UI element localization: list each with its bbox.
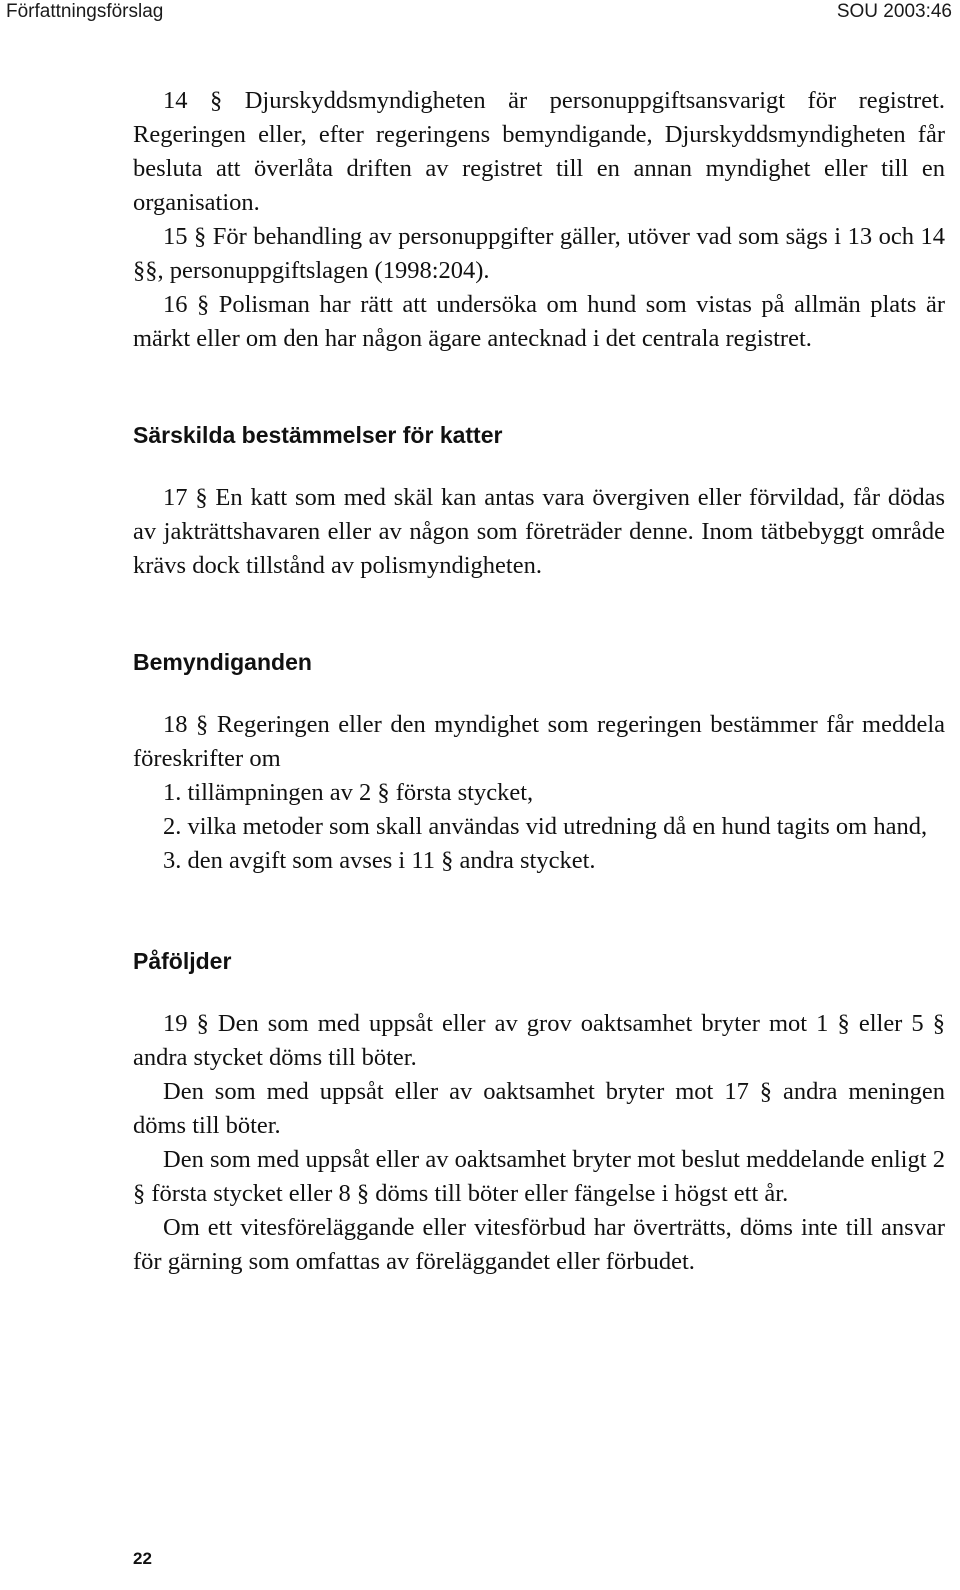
heading-authorizations: Bemyndiganden xyxy=(133,649,312,675)
paragraph-18: 18 § Regeringen eller den myndighet som regeringen bestämmer får meddela föreskrifter om xyxy=(133,711,945,772)
paragraph-19-fourth: Om ett vitesföreläggande eller vitesförbud har överträtts, döms inte till ansvar för gärning som omfattas av föreläggandet eller förbudet. xyxy=(133,1214,945,1275)
running-header xyxy=(0,0,960,24)
page-number: 22 xyxy=(133,1549,152,1568)
list-item: 3. den avgift som avses i 11 § andra stycket. xyxy=(163,847,596,874)
paragraph-19-second: Den som med uppsåt eller av oaktsamhet bryter mot 17 § andra meningen döms till böter. xyxy=(133,1078,945,1139)
paragraph-16: 16 § Polisman har rätt att undersöka om hund som vistas på allmän plats är märkt eller om den har någon ägare antecknad i det centrala registret. xyxy=(133,291,945,352)
list-item: 1. tillämpningen av 2 § första stycket, xyxy=(163,779,534,806)
paragraph-19: 19 § Den som med uppsåt eller av grov oaktsamhet bryter mot 1 § eller 5 § andra stycket döms till böter. xyxy=(133,1010,945,1071)
paragraph-14: 14 § Djurskyddsmyndigheten är personuppgiftsansvarigt för registret. Regeringen eller, efter regeringens bemyndigande, Djurskyddsmyndigheten får besluta att överlåta driften av registret till en annan myndighet eller till en organisation. xyxy=(133,87,945,216)
heading-cats: Särskilda bestämmelser för katter xyxy=(133,422,503,448)
heading-penalties: Påföljder xyxy=(133,948,232,974)
header-document-id: SOU 2003:46 xyxy=(836,1,952,22)
paragraph-17: 17 § En katt som med skäl kan antas vara övergiven eller förvildad, får dödas av jakträttshavaren eller av någon som företräder denne. Inom tätbebyggt område krävs dock tillstånd av polismyndigheten. xyxy=(133,484,945,579)
list-item: 2. vilka metoder som skall användas vid utredning då en hund tagits om hand, xyxy=(163,813,928,840)
paragraph-15: 15 § För behandling av personuppgifter gäller, utöver vad som sägs i 13 och 14 §§, personuppgiftslagen (1998:204). xyxy=(133,223,945,284)
paragraph-19-third: Den som med uppsåt eller av oaktsamhet bryter mot beslut meddelande enligt 2 § första stycket eller 8 § döms till böter eller fängelse i högst ett år. xyxy=(133,1146,945,1207)
header-section-label: Författningsförslag xyxy=(6,1,164,22)
document-body xyxy=(133,84,945,1279)
